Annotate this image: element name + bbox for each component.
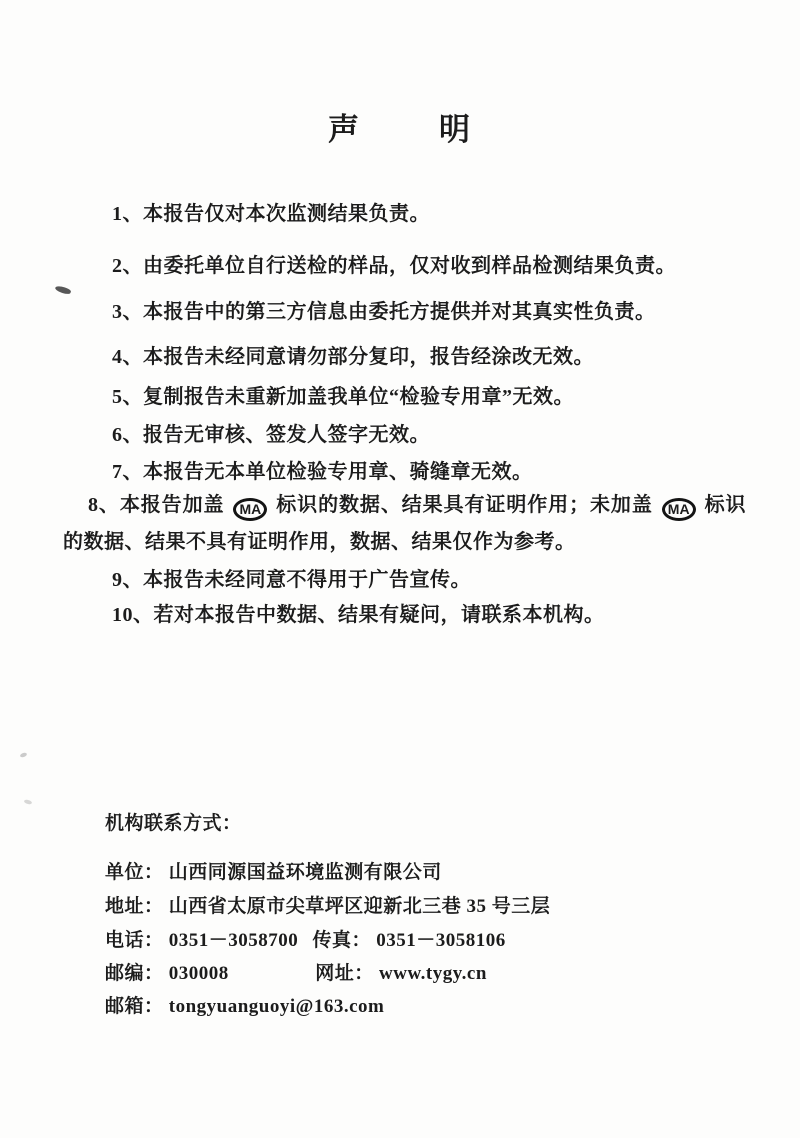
phone-label: 电话： (105, 930, 164, 951)
fax-value: 0351－3058106 (376, 930, 506, 951)
fax-label: 传真： (312, 930, 372, 951)
cma-mark-icon: MA (233, 498, 267, 521)
address-value: 山西省太原市尖草坪区迎新北三巷 35 号三层 (168, 896, 551, 917)
statement-item-8-text-1: 8、本报告加盖 (88, 494, 225, 516)
postcode-value: 030008 (168, 963, 229, 984)
statement-item-8-text-3: 标识的数据、结果不具有证明作用，数据、结果仅作为参考。 (63, 494, 747, 553)
phone-value: 0351－3058700 (168, 930, 299, 951)
postcode-pair (105, 958, 310, 985)
page-title-char-2: 明 (439, 112, 472, 147)
statement-item-10: 10、若对本报告中数据、结果有疑问，请联系本机构。 (112, 604, 605, 626)
scan-smudge (54, 285, 71, 296)
address-label: 地址： (105, 896, 164, 917)
statement-item-4: 4、本报告未经同意请勿部分复印，报告经涂改无效。 (112, 346, 594, 368)
contact-section-heading: 机构联系方式： (105, 813, 242, 834)
statement-item-7: 7、本报告无本单位检验专用章、骑缝章无效。 (112, 461, 533, 483)
contact-row-phone-fax (105, 925, 506, 952)
postcode-label: 邮编： (105, 963, 164, 984)
scan-smudge (20, 752, 28, 758)
statement-item-1: 1、本报告仅对本次监测结果负责。 (112, 203, 430, 225)
contact-row-postcode-website (105, 958, 487, 985)
statement-item-8-text-2: 标识的数据、结果具有证明作用；未加盖 (276, 494, 653, 516)
statement-item-6: 6、报告无审核、签发人签字无效。 (112, 424, 430, 446)
page-title (0, 104, 800, 149)
scan-smudge (24, 799, 33, 805)
statement-item-9: 9、本报告未经同意不得用于广告宣传。 (112, 569, 471, 591)
website-label: 网址： (315, 963, 374, 984)
contact-row-email (105, 991, 384, 1018)
email-label: 邮箱： (105, 996, 164, 1017)
statement-item-5: 5、复制报告未重新加盖我单位“检验专用章”无效。 (112, 386, 574, 408)
statement-item-3: 3、本报告中的第三方信息由委托方提供并对其真实性负责。 (112, 301, 656, 323)
unit-value: 山西同源国益环境监测有限公司 (168, 862, 442, 883)
email-value: tongyuanguoyi@163.com (168, 996, 385, 1017)
contact-row-unit (105, 857, 442, 884)
unit-label: 单位： (105, 862, 164, 883)
statement-item-8 (63, 487, 746, 561)
page-title-char-1: 声 (328, 112, 361, 147)
website-value: www.tygy.cn (379, 963, 487, 984)
cma-mark-icon: MA (662, 498, 696, 521)
contact-row-address (105, 891, 550, 918)
statement-item-2: 2、由委托单位自行送检的样品，仅对收到样品检测结果负责。 (112, 255, 676, 277)
